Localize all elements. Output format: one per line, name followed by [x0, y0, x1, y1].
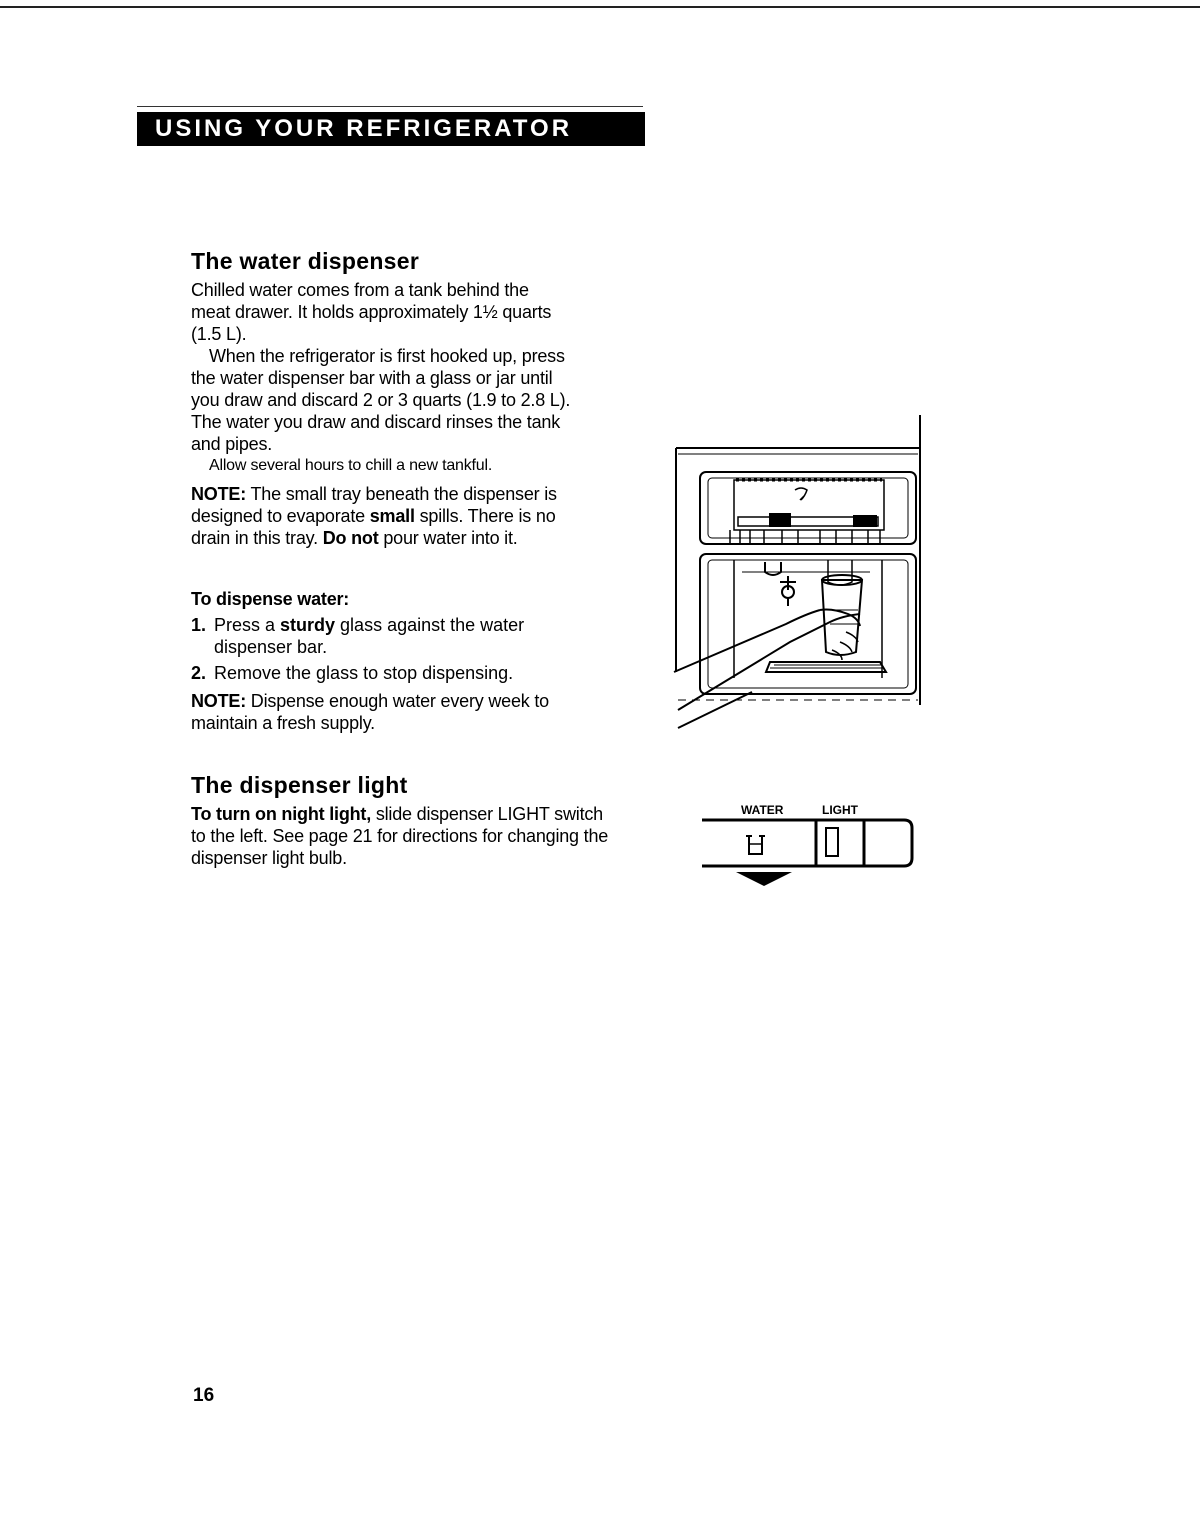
- light-label: LIGHT: [822, 803, 858, 817]
- dispenser-light-paragraph: [191, 803, 611, 869]
- dispenser-illustration: [670, 410, 930, 730]
- note-donot-emphasis: Do not: [322, 528, 379, 548]
- note-small-emphasis: small: [369, 506, 415, 526]
- step-1-emphasis: sturdy: [280, 615, 336, 635]
- tray-note: [191, 483, 591, 549]
- note-label: NOTE:: [191, 484, 246, 504]
- intro-paragraph: Chilled water comes from a tank behind the meat drawer. It holds approximately 1½ quarts (1.5 L).: [191, 280, 552, 344]
- supply-note: [191, 690, 591, 734]
- banner-rule: [137, 106, 643, 107]
- step-2-text: Remove the glass to stop dispensing.: [214, 663, 514, 683]
- first-use-paragraph: When the refrigerator is first hooked up, press the water dispenser bar with a glass or jar until you draw and discard 2 or 3 quarts (1.9 to 2.8 L). The water you draw and discard rinses the tank and pipes.: [191, 346, 571, 454]
- dispense-steps-section: [191, 588, 601, 734]
- note-text-b: spills. There is no drain in this tray.: [191, 506, 556, 548]
- step-1-text-b: glass against the water dispenser bar.: [214, 615, 525, 657]
- dispenser-light-text: slide dispenser LIGHT switch to the left. See page 21 for directions for changing the dispenser light bulb.: [191, 804, 609, 868]
- dispenser-light-section: [191, 772, 611, 869]
- step-1-text-a: Press a: [214, 615, 281, 635]
- step-2: [191, 662, 601, 684]
- chill-paragraph: Allow several hours to chill a new tankful.: [209, 457, 493, 474]
- section-banner: USING YOUR REFRIGERATOR: [137, 112, 645, 146]
- dispense-heading: To dispense water:: [191, 589, 350, 609]
- step-2-number: 2.: [191, 663, 207, 683]
- top-rule: [0, 6, 1200, 8]
- page-number: 16: [193, 1385, 215, 1406]
- water-dispenser-section: [191, 248, 601, 549]
- note-text-a: The small tray beneath the dispenser is designed to evaporate: [191, 484, 557, 526]
- supply-note-text: Dispense enough water every week to maintain a fresh supply.: [191, 691, 549, 733]
- water-label: WATER: [741, 803, 784, 817]
- step-1: [191, 614, 601, 658]
- water-dispenser-title: The water dispenser: [191, 248, 420, 274]
- note-text-c: pour water into it.: [378, 528, 518, 548]
- supply-note-label: NOTE:: [191, 691, 246, 711]
- dispense-steps-list: [191, 614, 601, 684]
- step-1-number: 1.: [191, 615, 207, 635]
- down-arrow-icon: [736, 872, 792, 886]
- night-light-lead: To turn on night light,: [191, 804, 372, 824]
- switch-diagram: [700, 812, 920, 892]
- dispenser-light-title: The dispenser light: [191, 772, 408, 798]
